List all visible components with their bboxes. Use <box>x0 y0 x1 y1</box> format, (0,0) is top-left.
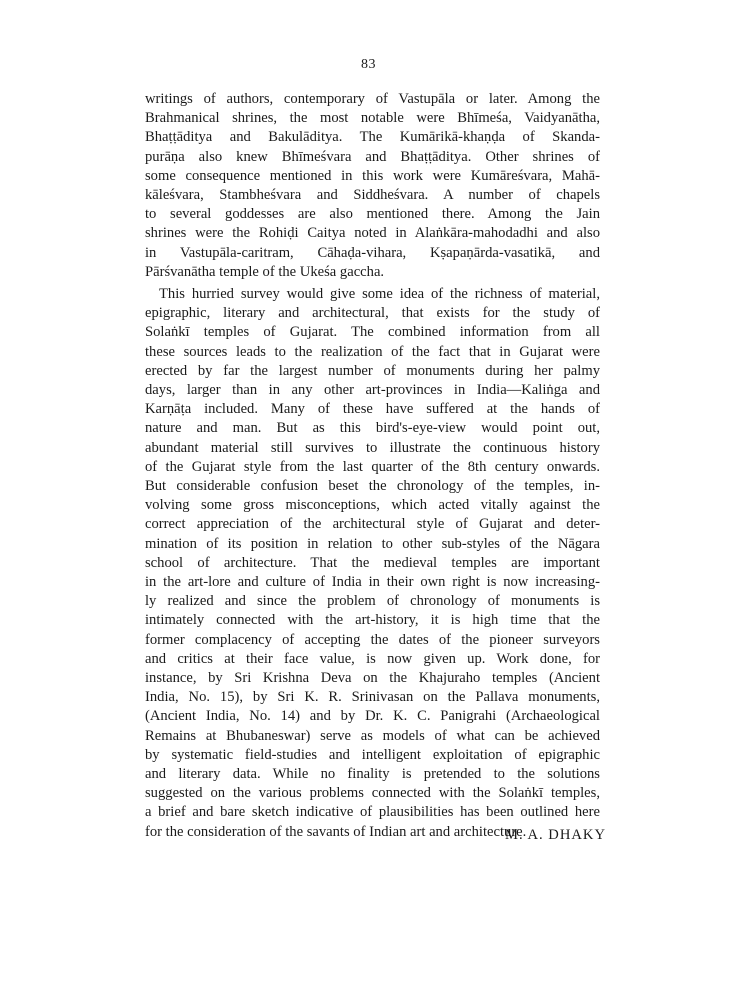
text-line: But considerable confusion beset the chronology of the temples, in- <box>145 478 600 495</box>
text-line: abundant material still survives to illustrate the continuous history <box>145 439 600 456</box>
text-line: shrines were the Rohiḍi Caitya noted in Alaṅkāra-mahodadhi and also <box>145 225 600 242</box>
text-line: Solaṅkī temples of Gujarat. The combined information from all <box>145 324 600 341</box>
text-line: of the Gujarat style from the last quarter of the 8th century onwards. <box>145 458 600 475</box>
text-line: former complacency of accepting the dates of the pioneer surveyors <box>145 631 600 648</box>
text-line: instance, by Sri Krishna Deva on the Khajuraho temples (Ancient <box>145 670 600 687</box>
text-line: in Vastupāla-caritram, Cāhaḍa-vihara, Kṣapaṇārda-vasatikā, and <box>145 244 600 261</box>
text-line: erected by far the largest number of monuments during her palmy <box>145 362 600 379</box>
text-line: and critics at their face value, is now given up. Work done, for <box>145 650 600 667</box>
author-signature: M. A. DHAKY <box>505 827 606 843</box>
text-line: purāṇa also knew Bhīmeśvara and Bhaṭṭāditya. Other shrines of <box>145 148 600 165</box>
text-line: nature and man. But as this bird's-eye-view would point out, <box>145 420 600 437</box>
page-number: 83 <box>361 57 376 72</box>
text-line: This hurried survey would give some idea of the richness of material, <box>159 286 600 302</box>
text-line: Pārśvanātha temple of the Ukeśa gaccha. <box>145 263 385 280</box>
text-line: these sources leads to the realization of the fact that in Gujarat were <box>145 343 600 360</box>
text-line: some consequence mentioned in this work were Kumāreśvara, Mahā- <box>145 167 600 184</box>
paragraph-2 <box>145 285 600 842</box>
text-line: Karṇāṭa included. Many of these have suffered at the hands of <box>145 401 600 418</box>
text-line: mination of its position in relation to other sub-styles of the Nāgara <box>145 535 600 552</box>
text-line: Bhaṭṭāditya and Bakulāditya. The Kumārikā-khaṇḍa of Skanda- <box>145 129 600 146</box>
text-line: school of architecture. That the medieval temples are important <box>145 554 600 571</box>
text-line: intimately connected with the art-history, it is high time that the <box>145 612 600 629</box>
text-line: epigraphic, literary and architectural, that exists for the study of <box>145 305 600 322</box>
text-line: writings of authors, contemporary of Vastupāla or later. Among the <box>145 91 600 107</box>
text-line: correct appreciation of the architectural style of Gujarat and deter- <box>145 516 600 533</box>
text-line: in the art-lore and culture of India in their own right is now increasing- <box>145 574 600 591</box>
text-line: suggested on the various problems connected with the Solaṅkī temples, <box>145 785 600 802</box>
paragraph-1 <box>145 90 600 282</box>
text-line: ly realized and since the problem of chronology of monuments is <box>145 593 600 610</box>
text-line: (Ancient India, No. 14) and by Dr. K. C. Panigrahi (Archaeological <box>145 708 600 725</box>
text-line: days, larger than in any other art-provinces in India—Kaliṅga and <box>145 382 600 399</box>
text-line: Remains at Bhubaneswar) serve as models of what can be achieved <box>145 727 600 744</box>
text-line: and literary data. While no finality is pretended to the solutions <box>145 766 600 783</box>
text-line: a brief and bare sketch indicative of plausibilities has been outlined here <box>145 804 600 821</box>
text-line: kāleśvara, Stambheśvara and Siddheśvara. A number of chapels <box>145 187 600 204</box>
text-line: Brahmanical shrines, the most notable were Bhīmeśa, Vaidyanātha, <box>145 110 600 127</box>
text-line: India, No. 15), by Sri K. R. Srinivasan on the Pallava monuments, <box>145 689 600 706</box>
text-line: for the consideration of the savants of Indian art and architecture. <box>145 823 527 840</box>
text-line: to several goddesses are also mentioned there. Among the Jain <box>145 206 600 223</box>
text-line: by systematic field-studies and intelligent exploitation of epigraphic <box>145 746 600 763</box>
text-line: volving some gross misconceptions, which acted vitally against the <box>145 497 600 514</box>
